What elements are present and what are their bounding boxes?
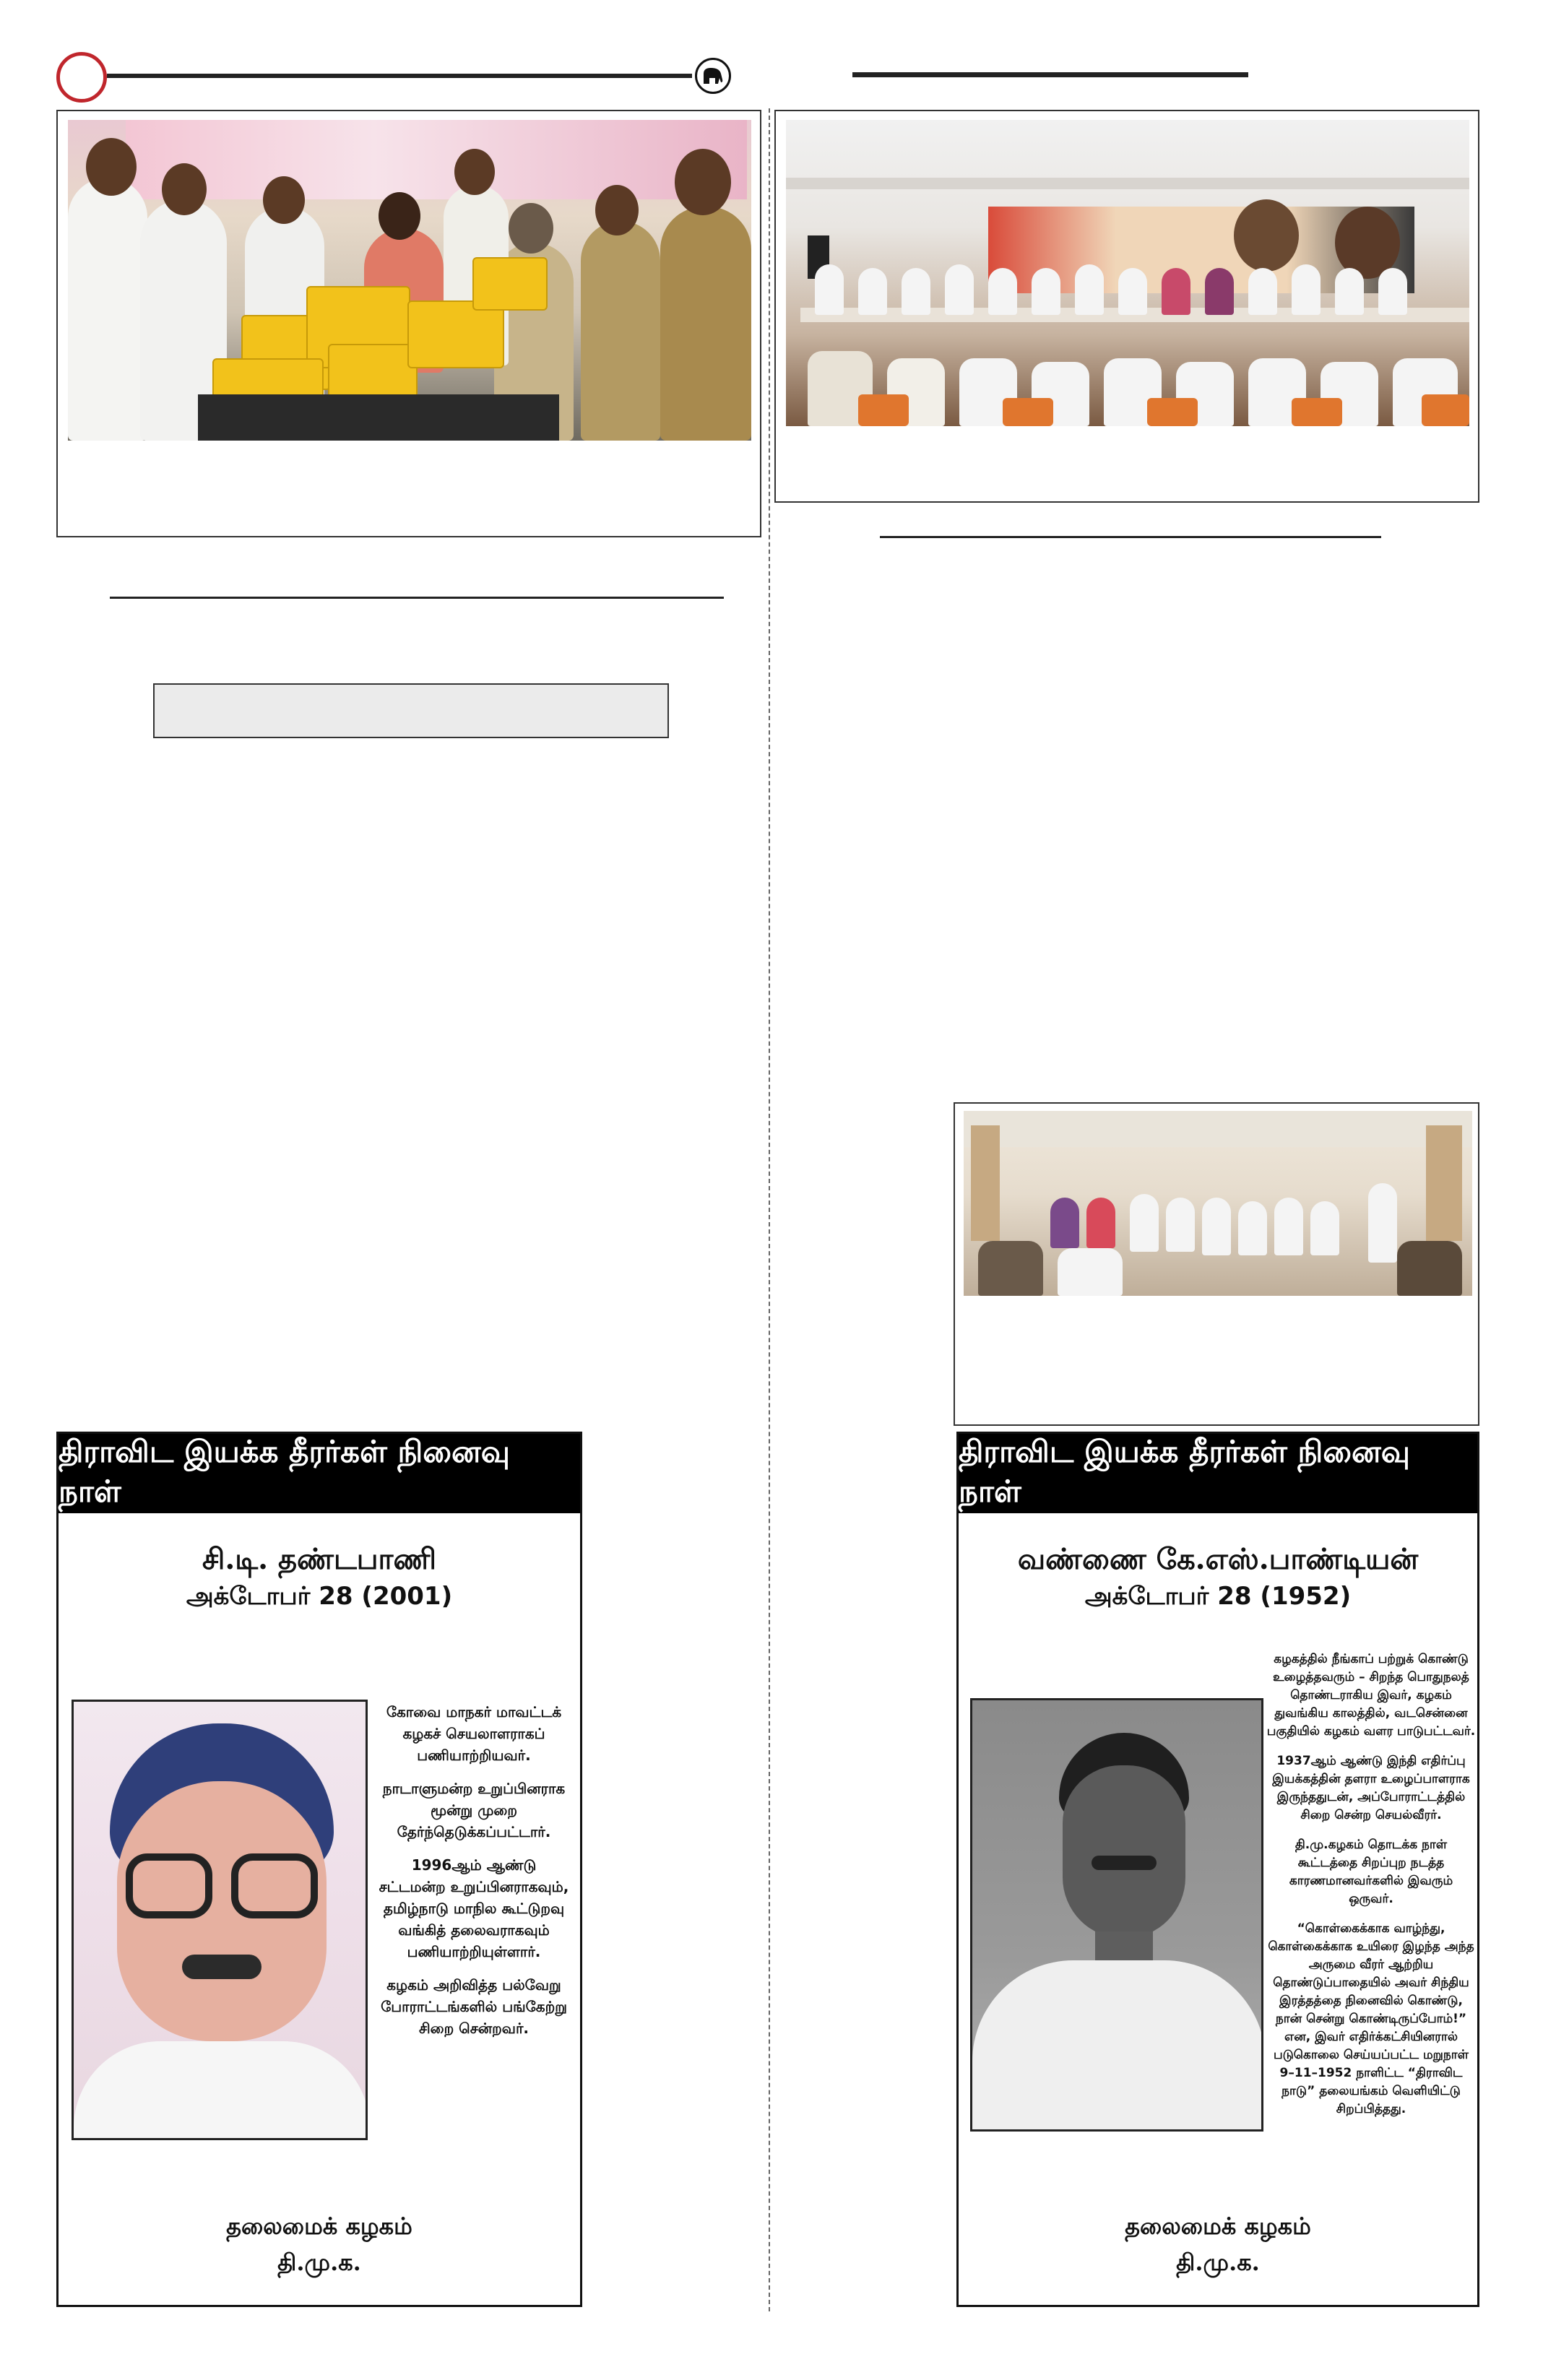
tribute-header: திராவிட இயக்க தீரர்கள் நினைவு நாள் (59, 1434, 580, 1513)
tribute-bio-paragraph: கழகம் அறிவித்த பல்வேறு போராட்டங்களில் பங்கேற்று சிறை சென்றவர். (381, 1976, 567, 2037)
header-rule-right (852, 72, 1248, 77)
tribute-date: அக்டோபர் 28 (2001) (186, 1582, 453, 1611)
photo-frame-stage-meeting (774, 110, 1479, 503)
photo-distribution-event (68, 120, 751, 441)
header-rule-left (107, 74, 692, 78)
photo-stage-meeting (786, 120, 1469, 426)
tribute-name: சி.டி. தண்டபாணி (202, 1542, 436, 1576)
tribute-bio-paragraph: 1996ஆம் ஆண்டு சட்டமன்ற உறுப்பினராகவும், தமிழ்நாடு மாநில கூட்டுறவு வங்கித் தலைவராகவும் பணியாற்றியுள்ளார். (379, 1856, 569, 1960)
portrait-pandian (970, 1698, 1263, 2132)
tribute-bio (1266, 1650, 1476, 2130)
tribute-bio-paragraph: நாடாளுமன்ற உறுப்பினராக மூன்று முறை தேர்ந்தெடுக்கப்பட்டார். (382, 1780, 566, 1840)
photo-frame-distribution (56, 110, 761, 537)
portrait-thandapani (72, 1700, 368, 2140)
tribute-bio (376, 1701, 571, 2051)
column-divider (769, 108, 770, 2311)
tribute-footer-org: தலைமைக் கழகம் (1125, 2212, 1311, 2240)
tribute-bio-paragraph: தி.மு.கழகம் தொடக்க நாள் கூட்டத்தை சிறப்புற நடத்த காரணமானவர்களில் இவரும் ஒருவர். (1289, 1838, 1453, 1906)
tribute-bio-paragraph: “கொள்கைக்காக வாழ்ந்து, கொள்கைக்காக உயிரை இழந்த அந்த அருமை வீரர் ஆற்றிய தொண்டுப்பாதையில் அவர் சிந்திய இரத்தத்தை நினைவில் கொண்டு, நான் சென்று கொண்டிருப்போம்!” என, இவர் எதிர்க்கட்சியினரால் படுகொலை செய்யப்பட்ட மறுநாள் 9–11–1952 நாளிட்ட “திராவிட நாடு” தலையங்கம் வெளியிட்டு சிறப்பித்தது. (1268, 1921, 1474, 2116)
tribute-box-pandian (956, 1432, 1479, 2307)
party-logo-icon (56, 52, 107, 103)
left-section-rule (110, 597, 724, 599)
tribute-date: அக்டோபர் 28 (1952) (1084, 1582, 1352, 1611)
photo-hall-meeting (964, 1111, 1472, 1296)
tribute-bio-paragraph: கோவை மாநகர் மாவட்டக் கழகச் செயலாளராகப் பணியாற்றியவர். (386, 1703, 562, 1764)
tribute-footer-party: தி.மு.க. (1176, 2249, 1260, 2276)
tribute-footer-org: தலைமைக் கழகம் (226, 2212, 412, 2240)
tribute-header: திராவிட இயக்க தீரர்கள் நினைவு நாள் (959, 1434, 1477, 1513)
elephant-emblem-icon (695, 58, 731, 94)
tribute-bio-paragraph: 1937ஆம் ஆண்டு இந்தி எதிர்ப்பு இயக்கத்தின் தளரா உழைப்பாளராக இருந்ததுடன், அப்போராட்டத்தில் சிறை சென்ற செயல்வீரர். (1272, 1754, 1470, 1822)
right-section-rule (880, 536, 1381, 538)
photo-frame-hall-meeting (954, 1102, 1479, 1426)
tribute-bio-paragraph: கழகத்தில் நீங்காப் பற்றுக் கொண்டு உழைத்தவரும் – சிறந்த பொதுநலத் தொண்டராகிய இவர், கழகம் துவங்கிய காலத்தில், வடசென்னை பகுதியில் கழகம் வளர பாடுபட்டவர். (1266, 1652, 1476, 1739)
left-subhead-box (153, 683, 669, 738)
tribute-footer-party: தி.மு.க. (277, 2249, 361, 2276)
tribute-box-thandapani (56, 1432, 582, 2307)
tribute-name: வண்ணை கே.எஸ்.பாண்டியன் (1017, 1542, 1419, 1576)
